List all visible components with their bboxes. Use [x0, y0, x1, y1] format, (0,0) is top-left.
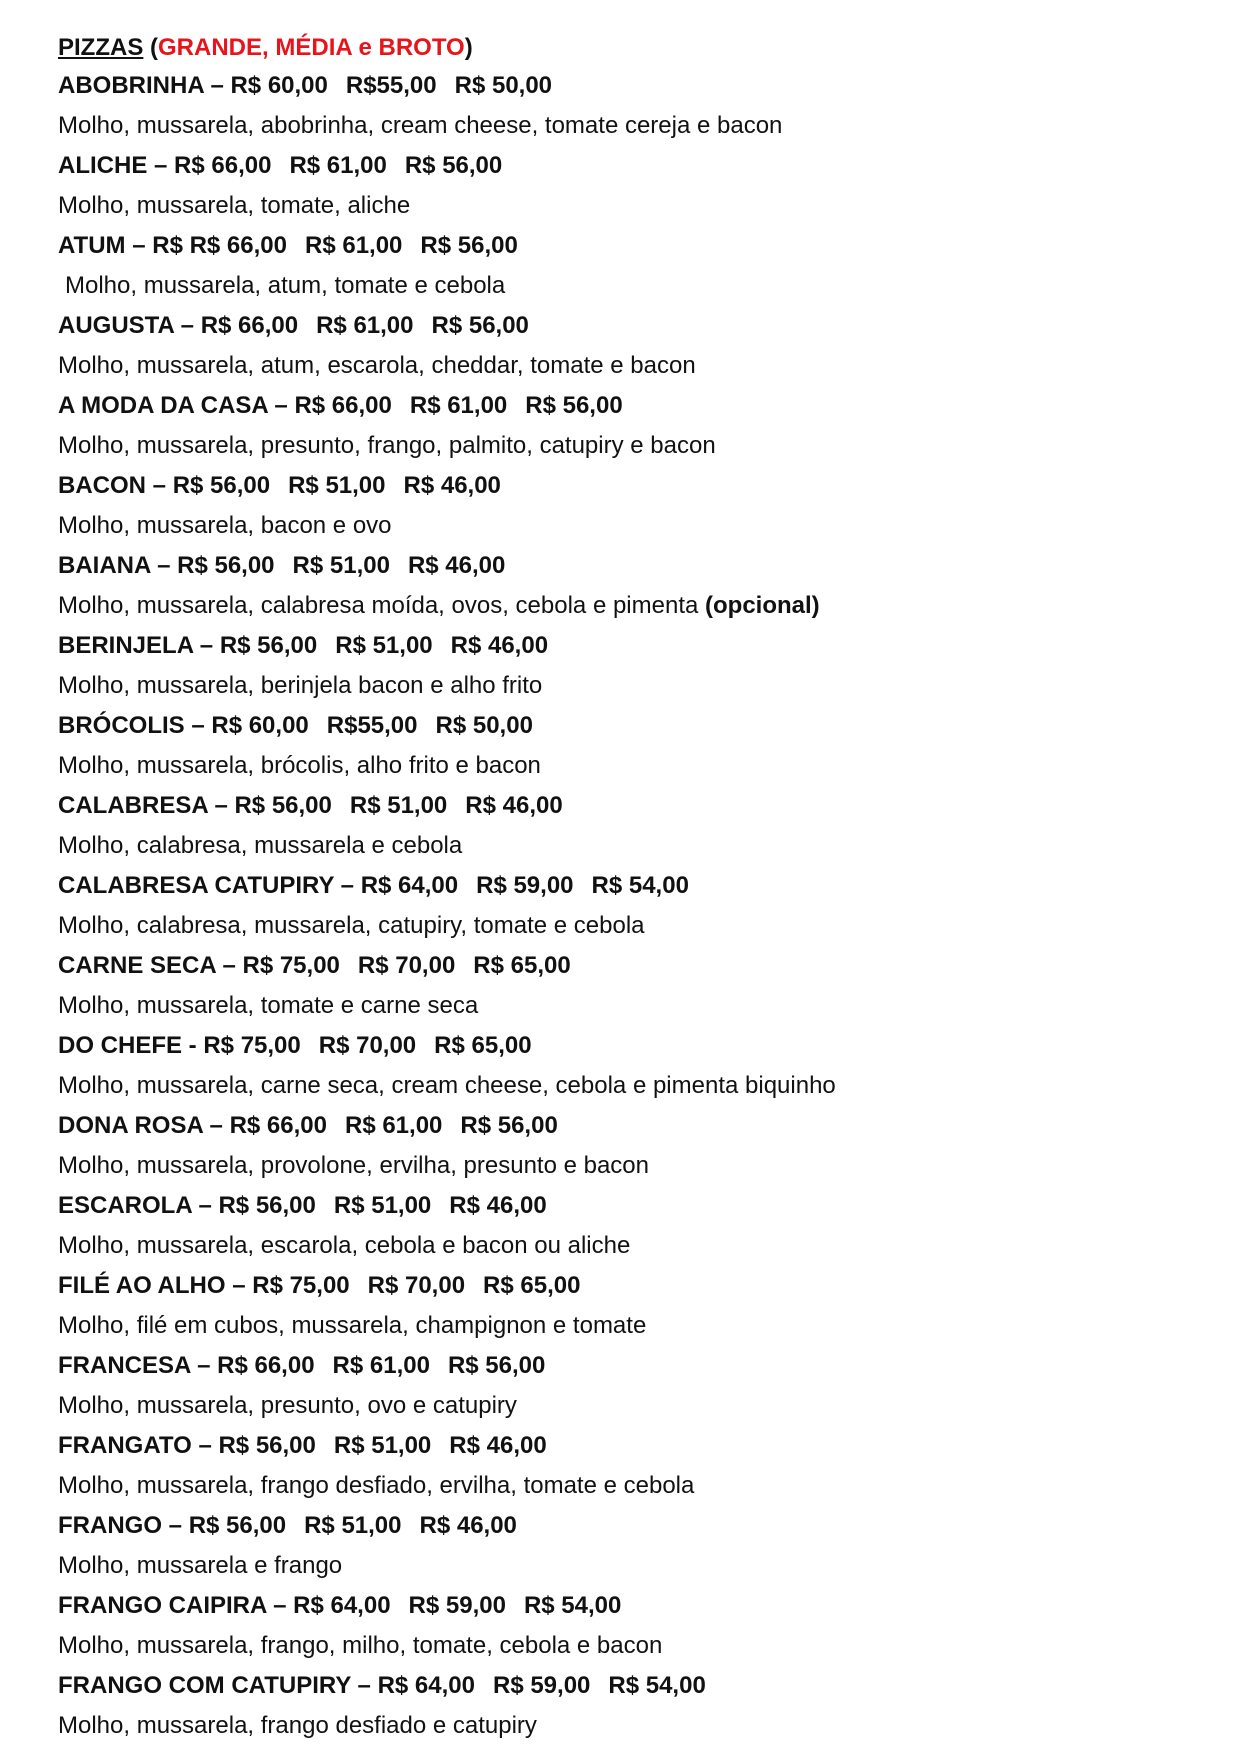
menu-item-description — [58, 1066, 1198, 1106]
price-broto: R$ 50,00 — [454, 72, 553, 99]
menu-title: PIZZAS — [58, 34, 144, 61]
menu-item-heading — [58, 1506, 1198, 1546]
pizza-name: FRANCESA — [58, 1352, 191, 1379]
price-broto: R$ 65,00 — [483, 1272, 581, 1299]
price-media: R$ 70,00 — [357, 952, 456, 979]
menu-item-description — [58, 106, 1198, 146]
price-grande: R$ 64,00 — [360, 872, 459, 899]
pizza-name: ATUM — [58, 232, 126, 259]
ingredients-text: Molho, filé em cubos, mussarela, champignon e tomate — [58, 1312, 647, 1339]
price-grande: R$ 64,00 — [293, 1592, 391, 1619]
price-broto: R$ 46,00 — [403, 472, 501, 499]
name-price-separator: – — [184, 712, 212, 739]
ingredients-text: Molho, calabresa, mussarela e cebola — [58, 832, 463, 859]
price-broto: R$ 54,00 — [591, 872, 689, 899]
menu-item-heading — [58, 1666, 1198, 1706]
menu-item-description — [58, 346, 1198, 386]
price-media: R$ 61,00 — [409, 392, 508, 419]
price-media: R$ 70,00 — [318, 1032, 417, 1059]
price-broto: R$ 56,00 — [447, 1352, 546, 1379]
menu-item-heading — [58, 1266, 1198, 1306]
name-price-separator: – — [162, 1512, 189, 1539]
menu-page — [58, 30, 1198, 1746]
menu-item-heading — [58, 626, 1198, 666]
price-grande: R$ 75,00 — [252, 1272, 350, 1299]
menu-item-heading — [58, 226, 1198, 266]
price-grande: R$ 66,00 — [200, 312, 299, 339]
pizza-name: FRANGO CAIPIRA — [58, 1592, 267, 1619]
ingredients-text: Molho, mussarela, atum, escarola, cheddar, tomate e bacon — [58, 352, 696, 379]
name-price-separator: – — [125, 232, 153, 259]
menu-item-description — [58, 666, 1198, 706]
name-price-separator: – — [334, 872, 361, 899]
header-open-paren: ( — [143, 34, 159, 61]
pizza-name: BACON — [58, 472, 146, 499]
price-grande: R$ 56,00 — [177, 552, 275, 579]
pizza-name: BERINJELA — [58, 632, 194, 659]
name-price-separator: - — [182, 1032, 204, 1059]
ingredients-text: Molho, mussarela, provolone, ervilha, presunto e bacon — [58, 1152, 649, 1179]
pizza-name: ALICHE — [58, 152, 148, 179]
menu-items-list — [58, 66, 1198, 1746]
price-broto: R$ 46,00 — [450, 632, 549, 659]
price-grande: R$ 56,00 — [172, 472, 271, 499]
name-price-separator: – — [207, 792, 235, 819]
price-media: R$ 51,00 — [333, 1432, 432, 1459]
name-price-separator: – — [147, 152, 175, 179]
price-media: R$ 61,00 — [305, 232, 403, 259]
name-price-separator: – — [146, 472, 173, 499]
price-grande: R$ R$ 66,00 — [152, 232, 287, 259]
price-broto: R$ 46,00 — [465, 792, 563, 819]
menu-item-heading — [58, 786, 1198, 826]
name-price-separator: – — [190, 1352, 218, 1379]
menu-item-heading — [58, 546, 1198, 586]
pizza-name: FRANGO — [58, 1512, 162, 1539]
menu-item-heading — [58, 1106, 1198, 1146]
name-price-separator: – — [174, 312, 201, 339]
price-media: R$ 61,00 — [344, 1112, 443, 1139]
menu-item-heading — [58, 1026, 1198, 1066]
price-broto: R$ 54,00 — [523, 1592, 622, 1619]
pizza-name: FILÉ AO ALHO — [58, 1272, 226, 1299]
menu-item-heading — [58, 946, 1198, 986]
ingredients-text: Molho, mussarela, brócolis, alho frito e bacon — [58, 752, 541, 779]
ingredients-text: Molho, mussarela, tomate e carne seca — [58, 992, 479, 1019]
pizza-name: AUGUSTA — [58, 312, 174, 339]
menu-item-heading — [58, 1586, 1198, 1626]
price-media: R$ 59,00 — [492, 1672, 591, 1699]
price-media: R$ 61,00 — [289, 152, 387, 179]
pizza-name: ABOBRINHA — [58, 72, 204, 99]
name-price-separator: – — [225, 1272, 253, 1299]
menu-item-heading — [58, 66, 1198, 106]
menu-item-heading — [58, 706, 1198, 746]
name-price-separator: – — [202, 1112, 230, 1139]
name-price-separator: – — [193, 632, 220, 659]
menu-item-description — [58, 746, 1198, 786]
pizza-name: DO CHEFE — [58, 1032, 183, 1059]
ingredients-text: Molho, mussarela, escarola, cebola e bacon ou aliche — [58, 1232, 631, 1259]
ingredients-text: Molho, mussarela, carne seca, cream cheese, cebola e pimenta biquinho — [58, 1072, 836, 1099]
ingredients-text: Molho, mussarela, bacon e ovo — [58, 512, 392, 539]
price-broto: R$ 56,00 — [460, 1112, 558, 1139]
price-broto: R$ 50,00 — [435, 712, 533, 739]
price-media: R$55,00 — [326, 712, 418, 739]
menu-item-description — [58, 1626, 1198, 1666]
price-grande: R$ 66,00 — [294, 392, 392, 419]
price-grande: R$ 64,00 — [377, 1672, 475, 1699]
price-broto: R$ 56,00 — [404, 152, 503, 179]
pizza-name: A MODA DA CASA — [58, 392, 268, 419]
price-broto: R$ 56,00 — [431, 312, 529, 339]
pizza-name: CARNE SECA — [58, 952, 216, 979]
menu-item-description — [58, 1226, 1198, 1266]
price-grande: R$ 75,00 — [242, 952, 340, 979]
menu-item-description — [58, 1146, 1198, 1186]
menu-item-heading — [58, 1186, 1198, 1226]
price-grande: R$ 56,00 — [234, 792, 332, 819]
ingredients-text: Molho, mussarela e frango — [58, 1552, 343, 1579]
price-media: R$ 51,00 — [288, 472, 386, 499]
price-grande: R$ 75,00 — [203, 1032, 301, 1059]
price-broto: R$ 65,00 — [473, 952, 571, 979]
header-close-paren: ) — [464, 34, 473, 61]
ingredients-text: Molho, mussarela, frango, milho, tomate, cebola e bacon — [58, 1632, 663, 1659]
price-media: R$ 51,00 — [304, 1512, 402, 1539]
ingredients-text: Molho, mussarela, abobrinha, cream cheese, tomate cereja e bacon — [58, 112, 783, 139]
price-grande: R$ 66,00 — [217, 1352, 315, 1379]
menu-item-description — [58, 1306, 1198, 1346]
ingredients-text: Molho, calabresa, mussarela, catupiry, tomate e cebola — [58, 912, 645, 939]
menu-item-description — [58, 506, 1198, 546]
pizza-name: CALABRESA CATUPIRY — [58, 872, 335, 899]
price-media: R$ 51,00 — [349, 792, 448, 819]
menu-item-description — [58, 1386, 1198, 1426]
price-media: R$ 51,00 — [292, 552, 390, 579]
price-broto: R$ 65,00 — [434, 1032, 532, 1059]
price-media: R$ 59,00 — [476, 872, 574, 899]
price-media: R$ 51,00 — [333, 1192, 432, 1219]
price-broto: R$ 46,00 — [419, 1512, 517, 1539]
menu-item-description — [58, 1466, 1198, 1506]
price-media: R$ 61,00 — [332, 1352, 430, 1379]
ingredients-text: Molho, mussarela, presunto, ovo e catupiry — [58, 1392, 517, 1419]
menu-item-description — [58, 906, 1198, 946]
price-media: R$ 70,00 — [367, 1272, 466, 1299]
price-grande: R$ 60,00 — [230, 72, 328, 99]
menu-sizes: GRANDE, MÉDIA e BROTO — [158, 34, 465, 61]
name-price-separator: – — [266, 1592, 294, 1619]
price-grande: R$ 56,00 — [218, 1432, 316, 1459]
menu-item-description — [58, 986, 1198, 1026]
pizza-name: CALABRESA — [58, 792, 208, 819]
optional-note: (opcional) — [705, 592, 820, 619]
pizza-name: FRANGATO — [58, 1432, 192, 1459]
ingredients-text: Molho, mussarela, frango desfiado e catupiry — [58, 1712, 537, 1739]
ingredients-text: Molho, mussarela, atum, tomate e cebola — [65, 272, 506, 299]
pizza-name: DONA ROSA — [58, 1112, 203, 1139]
name-price-separator: – — [267, 392, 295, 419]
name-price-separator: – — [350, 1672, 378, 1699]
pizza-name: FRANGO COM CATUPIRY — [58, 1672, 351, 1699]
name-price-separator: – — [191, 1192, 219, 1219]
price-media: R$ 51,00 — [335, 632, 433, 659]
menu-item-description — [58, 1546, 1198, 1586]
menu-item-heading — [58, 866, 1198, 906]
pizza-name: ESCAROLA — [58, 1192, 192, 1219]
pizza-name: BRÓCOLIS — [58, 712, 185, 739]
menu-item-heading — [58, 146, 1198, 186]
price-broto: R$ 46,00 — [449, 1432, 547, 1459]
price-media: R$ 61,00 — [316, 312, 414, 339]
pizza-name: BAIANA — [58, 552, 151, 579]
menu-item-description — [58, 426, 1198, 466]
ingredients-text: Molho, mussarela, berinjela bacon e alho frito — [58, 672, 543, 699]
price-broto: R$ 46,00 — [407, 552, 506, 579]
price-broto: R$ 46,00 — [449, 1192, 547, 1219]
menu-item-heading — [58, 1426, 1198, 1466]
menu-item-description — [58, 186, 1198, 226]
menu-item-description — [58, 266, 1198, 306]
menu-item-heading — [58, 306, 1198, 346]
menu-item-description — [58, 826, 1198, 866]
menu-item-description — [58, 1706, 1198, 1746]
ingredients-text: Molho, mussarela, frango desfiado, ervilha, tomate e cebola — [58, 1472, 695, 1499]
name-price-separator: – — [215, 952, 243, 979]
price-broto: R$ 54,00 — [608, 1672, 706, 1699]
ingredients-text: Molho, mussarela, tomate, aliche — [58, 192, 411, 219]
price-grande: R$ 60,00 — [211, 712, 309, 739]
menu-item-heading — [58, 1346, 1198, 1386]
name-price-separator: – — [150, 552, 178, 579]
price-media: R$ 59,00 — [408, 1592, 506, 1619]
menu-header — [58, 30, 1198, 66]
menu-item-description — [58, 586, 1198, 626]
price-grande: R$ 56,00 — [188, 1512, 287, 1539]
price-grande: R$ 66,00 — [174, 152, 272, 179]
price-grande: R$ 56,00 — [219, 632, 318, 659]
price-grande: R$ 56,00 — [218, 1192, 316, 1219]
ingredients-text: Molho, mussarela, presunto, frango, palmito, catupiry e bacon — [58, 432, 716, 459]
menu-item-heading — [58, 466, 1198, 506]
name-price-separator: – — [203, 72, 231, 99]
ingredients-text: Molho, mussarela, calabresa moída, ovos, cebola e pimenta — [58, 592, 699, 619]
menu-item-heading — [58, 386, 1198, 426]
price-broto: R$ 56,00 — [525, 392, 623, 419]
name-price-separator: – — [191, 1432, 219, 1459]
price-grande: R$ 66,00 — [229, 1112, 327, 1139]
price-media: R$55,00 — [345, 72, 437, 99]
price-broto: R$ 56,00 — [420, 232, 518, 259]
